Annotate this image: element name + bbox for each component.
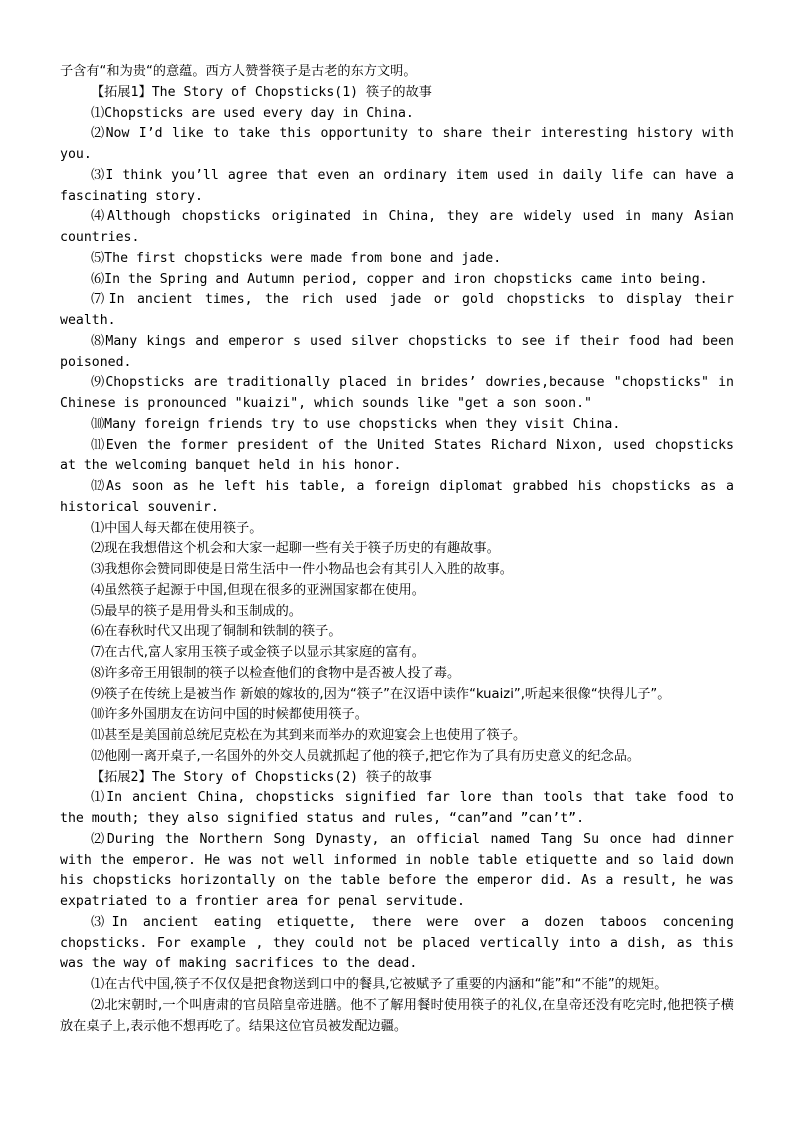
section2-heading: 【拓展2】The Story of Chopsticks(2) 筷子的故事	[91, 769, 432, 785]
s1-chinese-paragraph: ⑻许多帝王用银制的筷子以检查他们的食物中是否被人投了毒。	[91, 665, 461, 681]
s1-chinese-paragraph: ⑼筷子在传统上是被当作 新娘的嫁妆的,因为“筷子”在汉语中读作“kuaizi”,听起来很像“快得儿子”。	[91, 686, 671, 702]
s2-english-paragraph: ⑶In ancient eating etiquette, there were over a dozen taboos concening chopsticks. For example , they could not be placed vertically into a dish, as this was the way of making sacrifices to the dead.	[60, 914, 734, 972]
s1-chinese-paragraph: ⑵现在我想借这个机会和大家一起聊一些有关于筷子历史的有趣故事。	[91, 541, 500, 557]
s1-english-paragraph: ⑺In ancient times, the rich used jade or gold chopsticks to display their wealth.	[60, 292, 734, 328]
s1-chinese-paragraph: ⑿他刚一离开桌子,一名国外的外交人员就抓起了他的筷子,把它作为了具有历史意义的纪念品。	[91, 748, 641, 764]
s1-chinese-paragraph: ⑷虽然筷子起源于中国,但现在很多的亚洲国家都在使用。	[91, 582, 425, 598]
s2-chinese-paragraph: ⑵北宋朝时,一个叫唐肃的官员陪皇帝进膳。他不了解用餐时使用筷子的礼仪,在皇帝还没有吃完时,他把筷子横放在桌子上,表示他不想再吃了。结果这位官员被发配边疆。	[60, 997, 734, 1034]
s1-english-paragraph: ⑵Now I’d like to take this opportunity to share their interesting history with you.	[60, 126, 734, 162]
s1-english-paragraph: ⑶I think you’ll agree that even an ordinary item used in daily life can have a fascinating story.	[60, 167, 734, 204]
s1-english-paragraph: ⑼Chopsticks are traditionally placed in brides’ dowries,because "chopsticks" in Chinese is pronounced "kuaizi", which sounds like "get a son soon."	[60, 375, 734, 411]
s1-chinese-paragraph: ⑺在古代,富人家用玉筷子或金筷子以显示其家庭的富有。	[91, 645, 425, 660]
s1-english-paragraph: ⑷Although chopsticks originated in China, they are widely used in many Asian countries.	[60, 209, 734, 245]
s1-english-paragraph: ⑿As soon as he left his table, a foreign diplomat grabbed his chopsticks as a historical souvenir.	[60, 479, 734, 515]
s2-chinese-paragraph: ⑴在古代中国,筷子不仅仅是把食物送到口中的餐具,它被赋予了重要的内涵和“能”和“不能”的规矩。	[91, 977, 668, 992]
intro-line: 子含有“和为贵“的意蕴。西方人赞誉筷子是古老的东方文明。	[60, 64, 417, 79]
s1-chinese-paragraph: ⑾甚至是美国前总统尼克松在为其到来而举办的欢迎宴会上也使用了筷子。	[91, 728, 527, 743]
s1-english-paragraph: ⑴Chopsticks are used every day in China.	[91, 105, 414, 121]
section1-heading: 【拓展1】The Story of Chopsticks(1) 筷子的故事	[91, 84, 432, 100]
s1-english-paragraph: ⑻Many kings and emperor s used silver chopsticks to see if their food had been poisoned.	[60, 333, 734, 370]
s1-english-paragraph: ⑽Many foreign friends try to use chopsticks when they visit China.	[91, 416, 621, 432]
s1-chinese-paragraph: ⑴中国人每天都在使用筷子。	[91, 520, 263, 536]
s1-chinese-paragraph: ⑹在春秋时代又出现了铜制和铁制的筷子。	[91, 624, 342, 640]
s1-chinese-paragraph: ⑶我想你会赞同即使是日常生活中一件小物品也会有其引人入胜的故事。	[91, 562, 513, 577]
s2-english-paragraph: ⑴In ancient China, chopsticks signified far lore than tools that take food to the mouth; they also signified status and rules, “can”and ”can’t”.	[60, 790, 734, 826]
s1-english-paragraph: ⑾Even the former president of the United States Richard Nixon, used chopsticks at the welcoming banquet held in his honor.	[60, 437, 734, 474]
s1-chinese-paragraph: ⑸最早的筷子是用骨头和玉制成的。	[91, 603, 302, 619]
s1-english-paragraph: ⑸The first chopsticks were made from bone and jade.	[91, 250, 502, 266]
s2-english-paragraph: ⑵During the Northern Song Dynasty, an official named Tang Su once had dinner with the emperor. He was not well informed in noble table etiquette and so laid down his chopsticks horizontally on the table before the emperor did. As a result, he was expatriated to a frontier area for penal servitude.	[60, 831, 734, 909]
s1-chinese-paragraph: ⑽许多外国朋友在访问中国的时候都使用筷子。	[91, 707, 368, 723]
s1-english-paragraph: ⑹In the Spring and Autumn period, copper and iron chopsticks came into being.	[91, 271, 708, 287]
document-page	[60, 62, 734, 1037]
